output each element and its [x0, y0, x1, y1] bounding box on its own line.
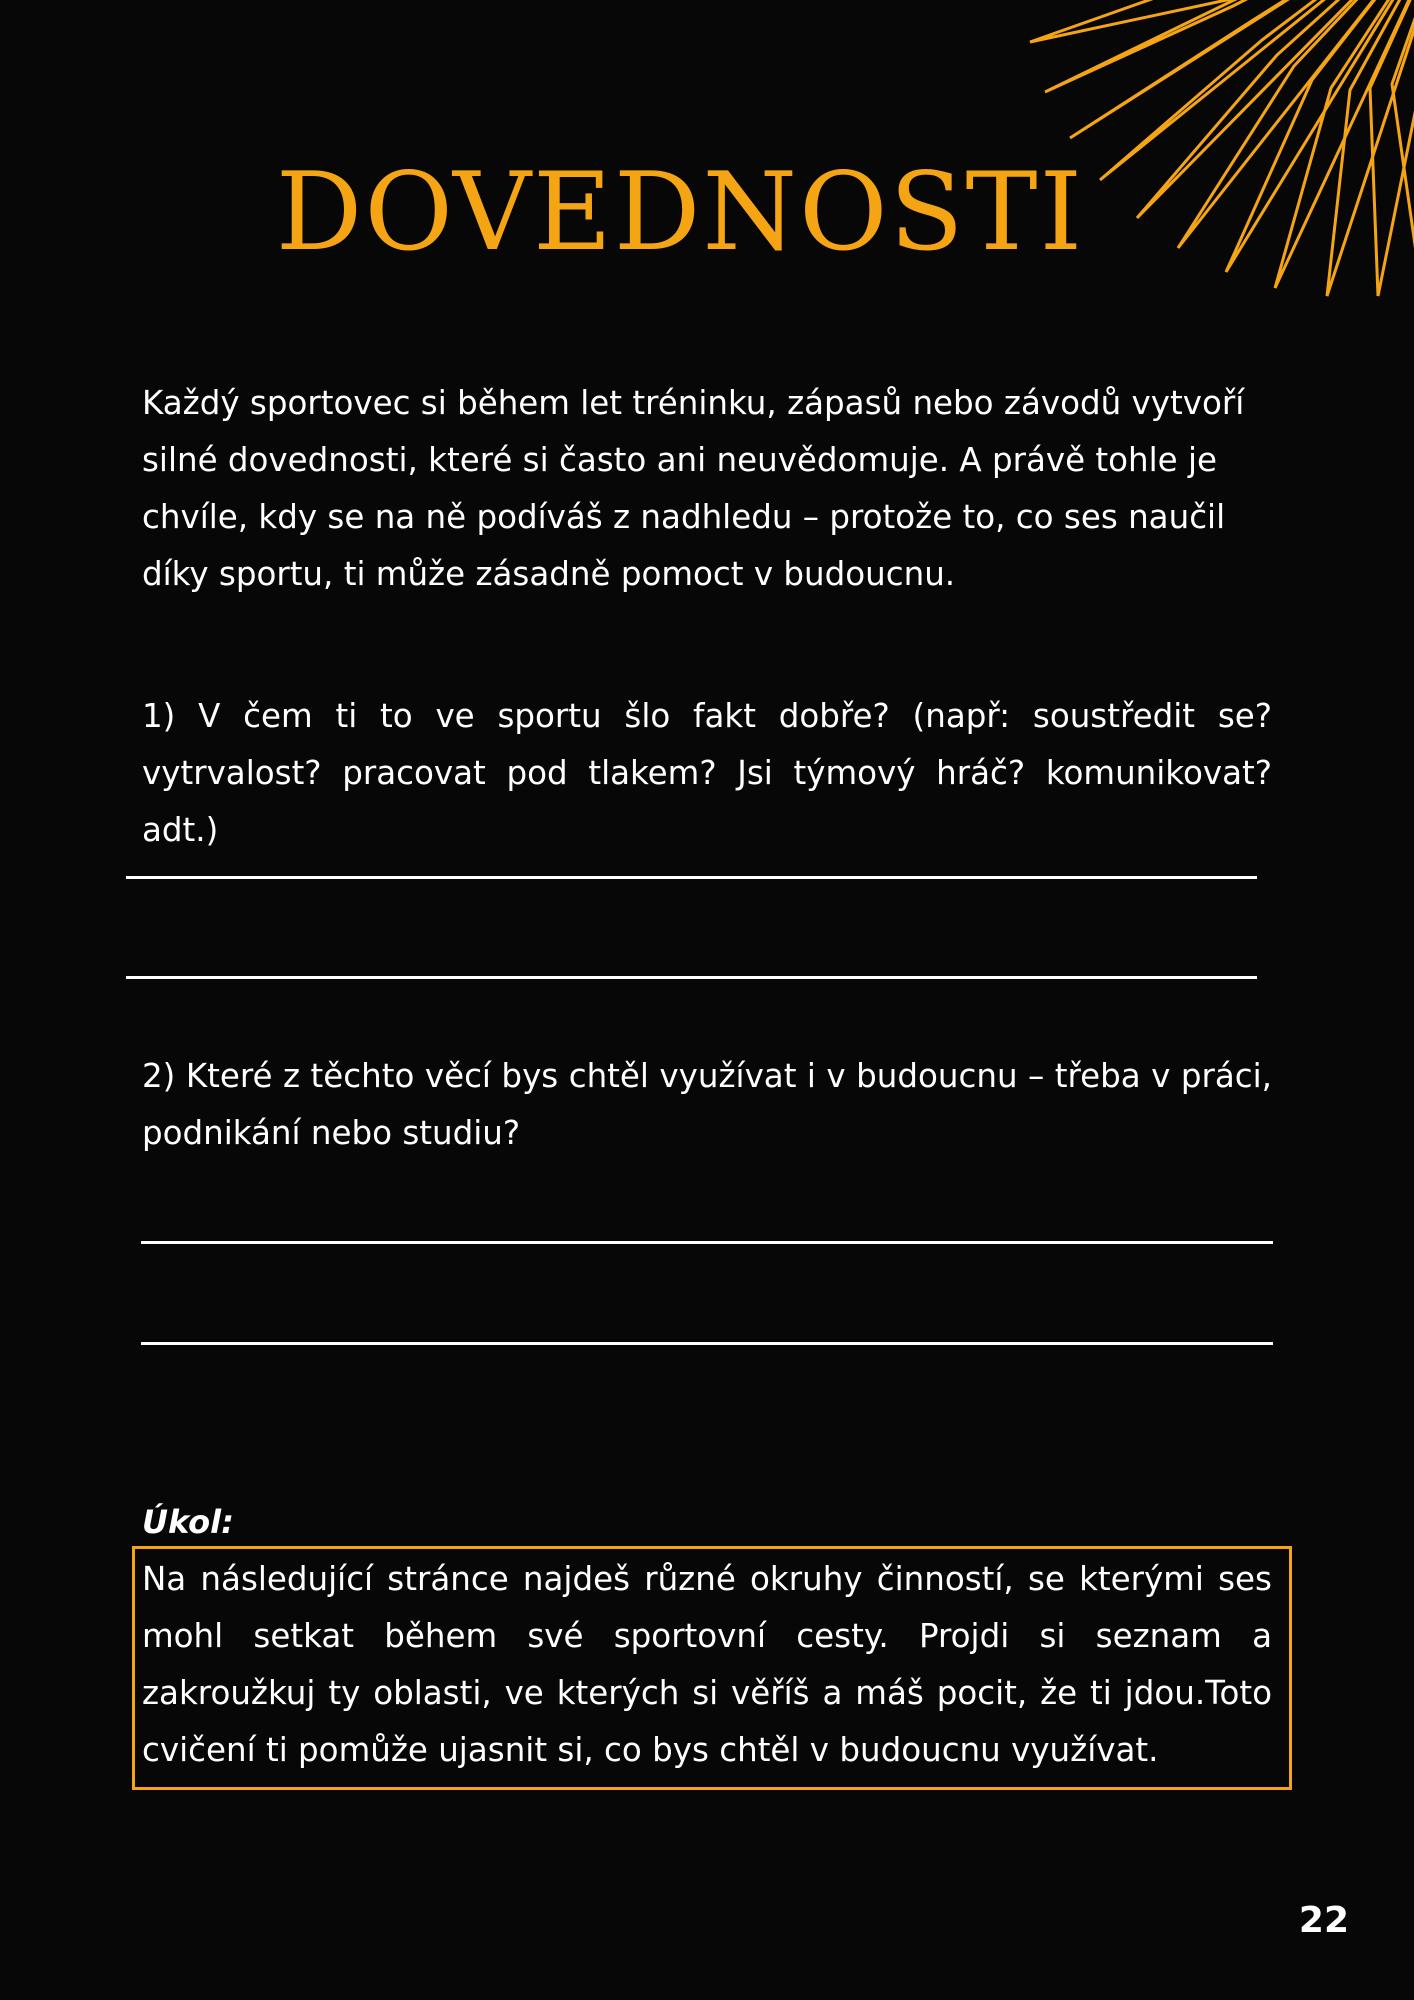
- question-2: 2) Které z těchto věcí bys chtěl využívat i v budoucnu – třeba v práci, podnikání nebo studiu?: [142, 1057, 1272, 1152]
- question-1: 1) V čem ti to ve sportu šlo fakt dobře? (např: soustředit se? vytrvalost? pracovat pod tlakem? Jsi týmový hráč? komunikovat? adt.): [142, 697, 1272, 849]
- answer-line-1[interactable]: [126, 876, 1257, 879]
- task-label: Úkol:: [142, 1503, 234, 1541]
- answer-line-2[interactable]: [126, 976, 1257, 979]
- page-number: 22: [1298, 1900, 1349, 1941]
- task-text: Na následující stránce najdeš různé okruhy činností, se kterými ses mohl setkat během své sportovní cesty. Projdi si seznam a zakroužkuj ty oblasti, ve kterých si věříš a máš pocit, že ti jdou.Toto cvičení ti pomůže ujasnit si, co bys chtěl v budoucnu využívat.: [142, 1560, 1272, 1769]
- answer-line-4[interactable]: [141, 1342, 1273, 1345]
- intro-paragraph: Každý sportovec si během let tréninku, zápasů nebo závodů vytvoří silné dovednosti, které si často ani neuvědomuje. A právě tohle je chvíle, kdy se na ně podíváš z nadhledu – protože to, co ses naučil díky sportu, ti může zásadně pomoct v budoucnu.: [142, 384, 1245, 593]
- page-title: DOVEDNOSTI: [275, 150, 1085, 275]
- answer-line-3[interactable]: [141, 1241, 1273, 1244]
